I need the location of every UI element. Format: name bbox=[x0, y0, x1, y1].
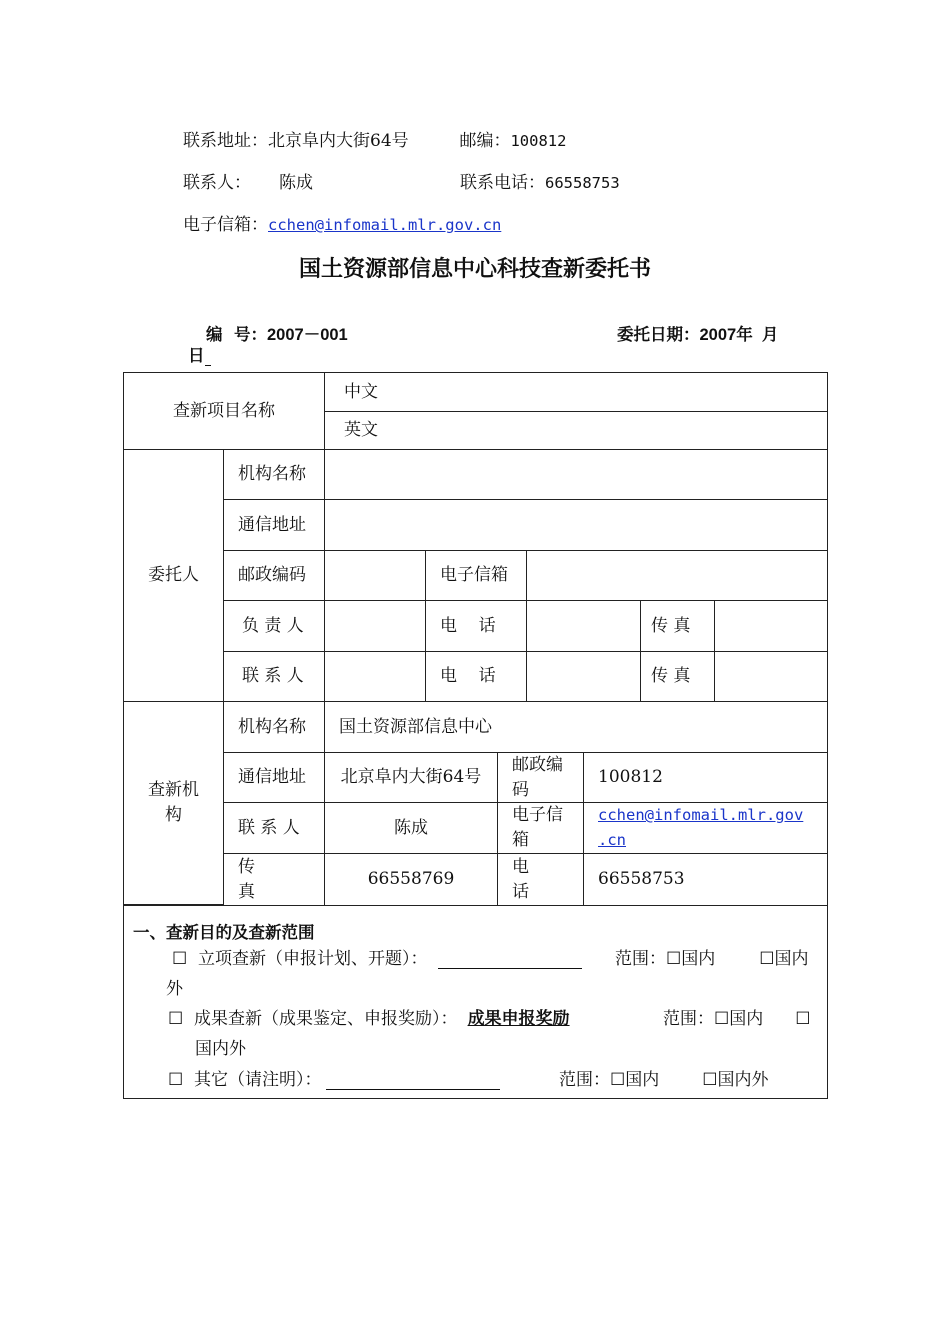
agency-postal-value: 100812 bbox=[584, 753, 827, 803]
client-contact-phone-label: 电 话 bbox=[426, 652, 527, 702]
item-project-check[interactable] bbox=[172, 944, 582, 969]
item1-label: ☐ 立项查新（申报计划、开题）： bbox=[172, 949, 428, 969]
agency-fax-value: 66558769 bbox=[325, 854, 498, 905]
item3-scope-label: 范围： bbox=[559, 1070, 610, 1090]
agency-email-link-line2[interactable]: .cn bbox=[598, 831, 626, 849]
item2-scope-label: 范围： bbox=[663, 1009, 714, 1029]
agency-phone-label: 电话 bbox=[498, 854, 584, 905]
item2-wrap: 国内外 bbox=[195, 1039, 246, 1059]
item1-scope-label: 范围： bbox=[615, 949, 666, 969]
agency-org-label: 机构名称 bbox=[224, 702, 325, 753]
contact-email-line bbox=[183, 212, 501, 238]
english-name-field[interactable]: 英文 bbox=[325, 412, 827, 450]
client-contact-field[interactable] bbox=[325, 652, 426, 702]
client-contact-fax-field[interactable] bbox=[715, 652, 827, 702]
responsible-label: 负 责 人 bbox=[224, 601, 325, 652]
agency-email-label: 电子信箱 bbox=[498, 803, 584, 854]
item1-domestic-foreign[interactable]: ☐国内 bbox=[759, 949, 809, 969]
address-label: 联系地址：北京阜内大街64号 bbox=[183, 131, 409, 151]
zip-value: 100812 bbox=[510, 132, 567, 150]
agency-contact-value: 陈成 bbox=[325, 803, 498, 854]
item1-blank[interactable] bbox=[438, 946, 582, 969]
date-value: 2007年 月 bbox=[699, 326, 779, 344]
item3-domestic[interactable]: ☐国内 bbox=[610, 1070, 660, 1090]
responsible-phone-label: 电 话 bbox=[426, 601, 527, 652]
responsible-phone-field[interactable] bbox=[527, 601, 641, 652]
phone-label: 联系电话： bbox=[460, 173, 545, 193]
contact-label: 联系人： bbox=[183, 173, 251, 193]
client-postal-field[interactable] bbox=[325, 551, 426, 601]
item3-domestic-foreign[interactable]: ☐国内外 bbox=[702, 1070, 769, 1090]
agency-fax-label: 传真 bbox=[224, 854, 325, 905]
item-other-check[interactable] bbox=[168, 1065, 500, 1090]
item3-scope bbox=[559, 1065, 769, 1090]
client-contact-fax-label: 传 真 bbox=[641, 652, 715, 702]
responsible-fax-field[interactable] bbox=[715, 601, 827, 652]
agency-address-value: 北京阜内大街64号 bbox=[325, 753, 498, 803]
item3-blank[interactable] bbox=[326, 1067, 500, 1090]
chinese-name-field[interactable]: 中文 bbox=[325, 373, 827, 412]
item2-value[interactable]: 成果申报奖励 bbox=[467, 1009, 570, 1029]
agency-label: 查新机构 bbox=[124, 702, 224, 905]
client-postal-label: 邮政编码 bbox=[224, 551, 325, 601]
item2-scope bbox=[663, 1004, 811, 1029]
item3-label: ☐ 其它（请注明）： bbox=[168, 1070, 322, 1090]
item2-box[interactable]: ☐ bbox=[795, 1009, 811, 1029]
item1-scope bbox=[615, 944, 809, 969]
client-label: 委托人 bbox=[124, 450, 224, 702]
agency-contact-label: 联 系 人 bbox=[224, 803, 325, 854]
client-contact-label: 联 系 人 bbox=[224, 652, 325, 702]
section-purpose-scope bbox=[124, 905, 827, 1101]
client-email-field[interactable] bbox=[527, 551, 827, 601]
item2-domestic[interactable]: ☐国内 bbox=[714, 1009, 764, 1029]
document-title: 国土资源部信息中心科技查新委托书 bbox=[298, 257, 651, 282]
agency-phone-value: 66558753 bbox=[598, 869, 685, 889]
client-email-label: 电子信箱 bbox=[426, 551, 527, 601]
client-address-label: 通信地址 bbox=[224, 500, 325, 551]
number-label: 编 号： bbox=[206, 325, 267, 344]
client-address-field[interactable] bbox=[325, 500, 827, 551]
section-heading: 一、查新目的及查新范围 bbox=[133, 923, 315, 942]
commission-table bbox=[123, 372, 828, 1099]
item-result-check[interactable] bbox=[168, 1004, 580, 1029]
item2-label: ☐ 成果查新（成果鉴定、申报奖励）： bbox=[168, 1009, 458, 1029]
number-meta bbox=[206, 321, 348, 345]
date-day: 日 bbox=[188, 346, 205, 365]
date-label: 委托日期： bbox=[617, 325, 700, 344]
responsible-field[interactable] bbox=[325, 601, 426, 652]
item1-domestic[interactable]: ☐国内 bbox=[666, 949, 716, 969]
item1-wrap: 外 bbox=[166, 979, 183, 999]
agency-address-label: 通信地址 bbox=[224, 753, 325, 803]
agency-email-value[interactable] bbox=[584, 803, 827, 854]
contact-value: 陈成 bbox=[279, 173, 313, 193]
email-label: 电子信箱： bbox=[183, 215, 268, 235]
agency-postal-label: 邮政编码 bbox=[498, 753, 584, 803]
contact-person-line bbox=[183, 170, 620, 196]
client-contact-phone-field[interactable] bbox=[527, 652, 641, 702]
client-org-name-label: 机构名称 bbox=[224, 450, 325, 500]
agency-org-value: 国土资源部信息中心 bbox=[325, 702, 827, 753]
text-cursor bbox=[205, 349, 211, 366]
project-name-label: 查新项目名称 bbox=[124, 373, 325, 450]
date-meta bbox=[617, 321, 778, 345]
responsible-fax-label: 传 真 bbox=[641, 601, 715, 652]
contact-address-line bbox=[183, 128, 566, 154]
email-link[interactable]: cchen@infomail.mlr.gov.cn bbox=[268, 216, 502, 234]
date-day-meta bbox=[188, 342, 211, 366]
number-value: 2007－001 bbox=[267, 326, 348, 344]
zip-label: 邮编： bbox=[459, 131, 511, 151]
agency-email-link-line1[interactable]: cchen@infomail.mlr.gov bbox=[598, 806, 804, 824]
client-org-name-field[interactable] bbox=[325, 450, 827, 500]
phone-value: 66558753 bbox=[545, 174, 620, 192]
